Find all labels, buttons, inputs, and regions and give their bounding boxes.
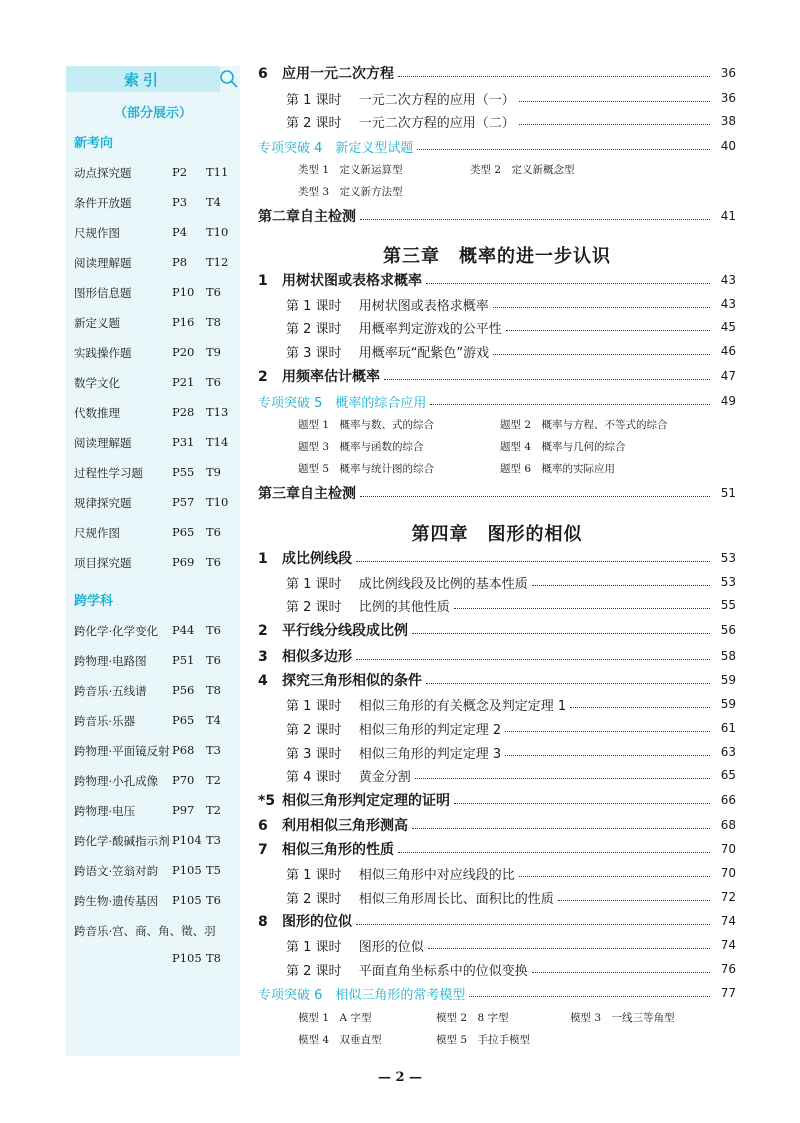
page-number: — 2 — bbox=[377, 1070, 423, 1085]
type-item: 模型 4 双垂直型 bbox=[298, 1034, 382, 1046]
index-item-label: 跨音乐·宫、商、角、徵、羽 bbox=[74, 924, 216, 938]
toc-entry[interactable]: 第 1 课时 相似三角形中对应线段的比 70 bbox=[286, 866, 736, 883]
toc-entry[interactable]: 第 1 课时 成比例线段及比例的基本性质 53 bbox=[286, 575, 736, 592]
index-item[interactable] bbox=[66, 219, 240, 249]
index-item[interactable] bbox=[66, 549, 240, 579]
toc-entry[interactable]: 2 用频率估计概率 47 bbox=[258, 369, 736, 385]
index-item-label: 新定义题 bbox=[74, 316, 120, 330]
index-item[interactable] bbox=[66, 339, 240, 369]
type-item: 题型 6 概率的实际应用 bbox=[500, 463, 616, 475]
index-item-label: 图形信息题 bbox=[74, 286, 132, 300]
type-item: 题型 5 概率与统计图的综合 bbox=[298, 463, 435, 475]
index-list-new-trends bbox=[66, 159, 240, 579]
index-item-question: T3 bbox=[206, 743, 221, 757]
toc-entry[interactable]: 3 相似多边形 58 bbox=[258, 649, 736, 665]
type-item: 题型 3 概率与函数的综合 bbox=[298, 441, 424, 453]
index-item-label: 规律探究题 bbox=[74, 496, 132, 510]
type-item: 模型 1 A 字型 bbox=[298, 1012, 372, 1024]
toc-entry[interactable]: 第 2 课时 比例的其他性质 55 bbox=[286, 598, 736, 615]
toc-entry[interactable]: 第 4 课时 黄金分割 65 bbox=[286, 768, 736, 785]
type-item: 类型 2 定义新概念型 bbox=[470, 164, 575, 176]
index-item-label: 项目探究题 bbox=[74, 556, 132, 570]
index-item-label: 跨音乐·乐器 bbox=[74, 714, 136, 728]
index-item-page: P97 bbox=[172, 803, 195, 817]
index-item-page: P57 bbox=[172, 495, 195, 509]
index-item-page: P55 bbox=[172, 465, 195, 479]
toc-entry-special[interactable]: 专项突破 5 概率的综合应用 49 bbox=[258, 394, 736, 411]
index-title: 索引 bbox=[66, 66, 220, 92]
index-item[interactable] bbox=[66, 459, 240, 489]
index-item-label: 条件开放题 bbox=[74, 196, 132, 210]
index-item-question: T12 bbox=[206, 255, 229, 269]
index-item-label: 数学文化 bbox=[74, 376, 120, 390]
index-item-question: T6 bbox=[206, 893, 221, 907]
section-heading-new-trends: 新考向 bbox=[74, 136, 114, 151]
toc-entry[interactable]: 第 2 课时 相似三角形的判定定理 2 61 bbox=[286, 721, 736, 738]
index-item-page: P20 bbox=[172, 345, 195, 359]
index-item[interactable] bbox=[66, 429, 240, 459]
index-item-question: T13 bbox=[206, 405, 229, 419]
type-item: 类型 1 定义新运算型 bbox=[298, 164, 403, 176]
index-item[interactable] bbox=[66, 737, 240, 767]
toc-entry-special[interactable]: 专项突破 6 相似三角形的常考模型 77 bbox=[258, 986, 736, 1003]
index-item-label: 跨音乐·五线谱 bbox=[74, 684, 147, 698]
index-item-question: T6 bbox=[206, 623, 221, 637]
index-item-label: 跨化学·酸碱指示剂 bbox=[74, 834, 170, 848]
toc-entry[interactable]: 第 3 课时 用概率玩“配紫色”游戏 46 bbox=[286, 344, 736, 361]
index-item-page: P65 bbox=[172, 713, 195, 727]
index-item[interactable] bbox=[66, 617, 240, 647]
toc-entry[interactable]: 6 应用一元二次方程 36 bbox=[258, 66, 736, 82]
toc-entry[interactable]: 第三章自主检测 51 bbox=[258, 486, 736, 502]
index-item-page: P44 bbox=[172, 623, 195, 637]
chapter-title: 第四章 图形的相似 bbox=[411, 524, 583, 545]
index-item-page: P28 bbox=[172, 405, 195, 419]
toc-entry[interactable]: 1 成比例线段 53 bbox=[258, 551, 736, 567]
index-item-page: P21 bbox=[172, 375, 195, 389]
index-item-label: 阅读理解题 bbox=[74, 436, 132, 450]
index-item-label: 跨生物·遗传基因 bbox=[74, 894, 159, 908]
index-item-question: T2 bbox=[206, 773, 221, 787]
index-item-page: P68 bbox=[172, 743, 195, 757]
index-item-label: 尺规作图 bbox=[74, 226, 120, 240]
index-item-page: P70 bbox=[172, 773, 195, 787]
index-item-label: 跨物理·平面镜反射 bbox=[74, 744, 170, 758]
type-item: 类型 3 定义新方法型 bbox=[298, 186, 403, 198]
index-item[interactable] bbox=[66, 767, 240, 797]
index-item-question: T8 bbox=[206, 951, 221, 965]
index-item[interactable] bbox=[66, 399, 240, 429]
toc-entry[interactable]: 6 利用相似三角形测高 68 bbox=[258, 818, 736, 834]
toc-entry[interactable]: 第 2 课时 用概率判定游戏的公平性 45 bbox=[286, 320, 736, 337]
toc-entry[interactable]: *5 相似三角形判定定理的证明 66 bbox=[258, 793, 736, 809]
toc-entry[interactable]: 第 1 课时 相似三角形的有关概念及判定定理 1 59 bbox=[286, 697, 736, 714]
index-item[interactable] bbox=[66, 159, 240, 189]
index-sidebar bbox=[66, 66, 240, 1056]
index-item[interactable] bbox=[66, 279, 240, 309]
toc-entry[interactable]: 2 平行线分线段成比例 56 bbox=[258, 623, 736, 639]
index-item-page: P105 bbox=[172, 863, 202, 877]
toc-entry[interactable]: 第二章自主检测 41 bbox=[258, 209, 736, 225]
index-item-page: P3 bbox=[172, 195, 188, 209]
index-item-label: 跨化学·化学变化 bbox=[74, 624, 159, 638]
index-item-page: P104 bbox=[172, 833, 202, 847]
section-heading-cross-subject: 跨学科 bbox=[74, 594, 114, 609]
type-item: 题型 1 概率与数、式的综合 bbox=[298, 419, 435, 431]
index-item-page: P51 bbox=[172, 653, 195, 667]
index-item-question: T3 bbox=[206, 833, 221, 847]
index-item-label: 过程性学习题 bbox=[74, 466, 143, 480]
index-item[interactable] bbox=[66, 797, 240, 827]
index-item-page: P8 bbox=[172, 255, 188, 269]
type-item: 模型 5 手拉手模型 bbox=[436, 1034, 531, 1046]
index-item-question: T4 bbox=[206, 195, 221, 209]
index-item-question: T6 bbox=[206, 653, 221, 667]
index-item-page: P105 bbox=[172, 893, 202, 907]
index-item[interactable] bbox=[66, 677, 240, 707]
index-item-page: P65 bbox=[172, 525, 195, 539]
index-item-question: T9 bbox=[206, 465, 221, 479]
index-item[interactable] bbox=[66, 647, 240, 677]
index-item-question: T4 bbox=[206, 713, 221, 727]
index-item-page: P2 bbox=[172, 165, 188, 179]
index-item[interactable] bbox=[66, 189, 240, 219]
index-item-label: 跨语文·笠翁对韵 bbox=[74, 864, 159, 878]
toc-entry[interactable]: 第 1 课时 用树状图或表格求概率 43 bbox=[286, 297, 736, 314]
index-item-question: T14 bbox=[206, 435, 229, 449]
toc-entry[interactable]: 第 1 课时 一元二次方程的应用（一） 36 bbox=[286, 91, 736, 108]
index-item-question: T11 bbox=[206, 165, 229, 179]
index-item[interactable] bbox=[66, 519, 240, 549]
index-item-label: 跨物理·电压 bbox=[74, 804, 136, 818]
index-item-question: T6 bbox=[206, 285, 221, 299]
search-icon bbox=[218, 68, 240, 90]
index-item-question: T10 bbox=[206, 495, 229, 509]
type-item: 模型 2 8 字型 bbox=[436, 1012, 509, 1024]
type-item: 题型 2 概率与方程、不等式的综合 bbox=[500, 419, 668, 431]
index-item-label: 代数推理 bbox=[74, 406, 120, 420]
index-item-question: T10 bbox=[206, 225, 229, 239]
toc-entry[interactable]: 7 相似三角形的性质 70 bbox=[258, 842, 736, 858]
toc-entry[interactable]: 1 用树状图或表格求概率 43 bbox=[258, 273, 736, 289]
toc-entry[interactable]: 第 3 课时 相似三角形的判定定理 3 63 bbox=[286, 745, 736, 762]
index-item[interactable] bbox=[66, 707, 240, 737]
index-item[interactable] bbox=[66, 309, 240, 339]
index-item[interactable] bbox=[66, 489, 240, 519]
index-item-question: T5 bbox=[206, 863, 221, 877]
toc-entry[interactable]: 第 1 课时 图形的位似 74 bbox=[286, 938, 736, 955]
index-item[interactable] bbox=[66, 857, 240, 887]
index-item-label: 跨物理·电路图 bbox=[74, 654, 147, 668]
chapter-title: 第三章 概率的进一步认识 bbox=[383, 246, 611, 267]
index-item-label: 实践操作题 bbox=[74, 346, 132, 360]
toc-entry[interactable]: 第 2 课时 一元二次方程的应用（二） 38 bbox=[286, 114, 736, 131]
index-item[interactable] bbox=[66, 827, 240, 857]
index-item[interactable] bbox=[66, 249, 240, 279]
index-item-page: P69 bbox=[172, 555, 195, 569]
index-item-question: T8 bbox=[206, 315, 221, 329]
index-item-label: 动点探究题 bbox=[74, 166, 132, 180]
index-item[interactable] bbox=[66, 887, 240, 917]
type-item: 题型 4 概率与几何的综合 bbox=[500, 441, 626, 453]
index-item-page: P31 bbox=[172, 435, 195, 449]
index-item-label: 尺规作图 bbox=[74, 526, 120, 540]
index-item-page: P4 bbox=[172, 225, 188, 239]
index-item-page: P105 bbox=[172, 951, 202, 965]
type-item: 模型 3 一线三等角型 bbox=[570, 1012, 675, 1024]
toc-entry[interactable]: 8 图形的位似 74 bbox=[258, 914, 736, 930]
toc-entry[interactable]: 第 2 课时 平面直角坐标系中的位似变换 76 bbox=[286, 962, 736, 979]
toc-entry[interactable]: 4 探究三角形相似的条件 59 bbox=[258, 673, 736, 689]
toc-entry-special[interactable]: 专项突破 4 新定义型试题 40 bbox=[258, 139, 736, 156]
index-item-page: P10 bbox=[172, 285, 195, 299]
index-subtitle: （部分展示） bbox=[113, 106, 192, 121]
index-item-question: T6 bbox=[206, 525, 221, 539]
index-item-question: T2 bbox=[206, 803, 221, 817]
index-item-label: 跨物理·小孔成像 bbox=[74, 774, 159, 788]
index-item-question: T6 bbox=[206, 375, 221, 389]
index-item-page: P56 bbox=[172, 683, 195, 697]
index-item-question: T8 bbox=[206, 683, 221, 697]
index-item-question: T9 bbox=[206, 345, 221, 359]
index-item-page: P16 bbox=[172, 315, 195, 329]
index-item-question: T6 bbox=[206, 555, 221, 569]
index-item-label: 阅读理解题 bbox=[74, 256, 132, 270]
toc-entry[interactable]: 第 2 课时 相似三角形周长比、面积比的性质 72 bbox=[286, 890, 736, 907]
index-item[interactable] bbox=[66, 917, 240, 971]
index-item[interactable] bbox=[66, 369, 240, 399]
index-list-cross-subject bbox=[66, 617, 240, 971]
